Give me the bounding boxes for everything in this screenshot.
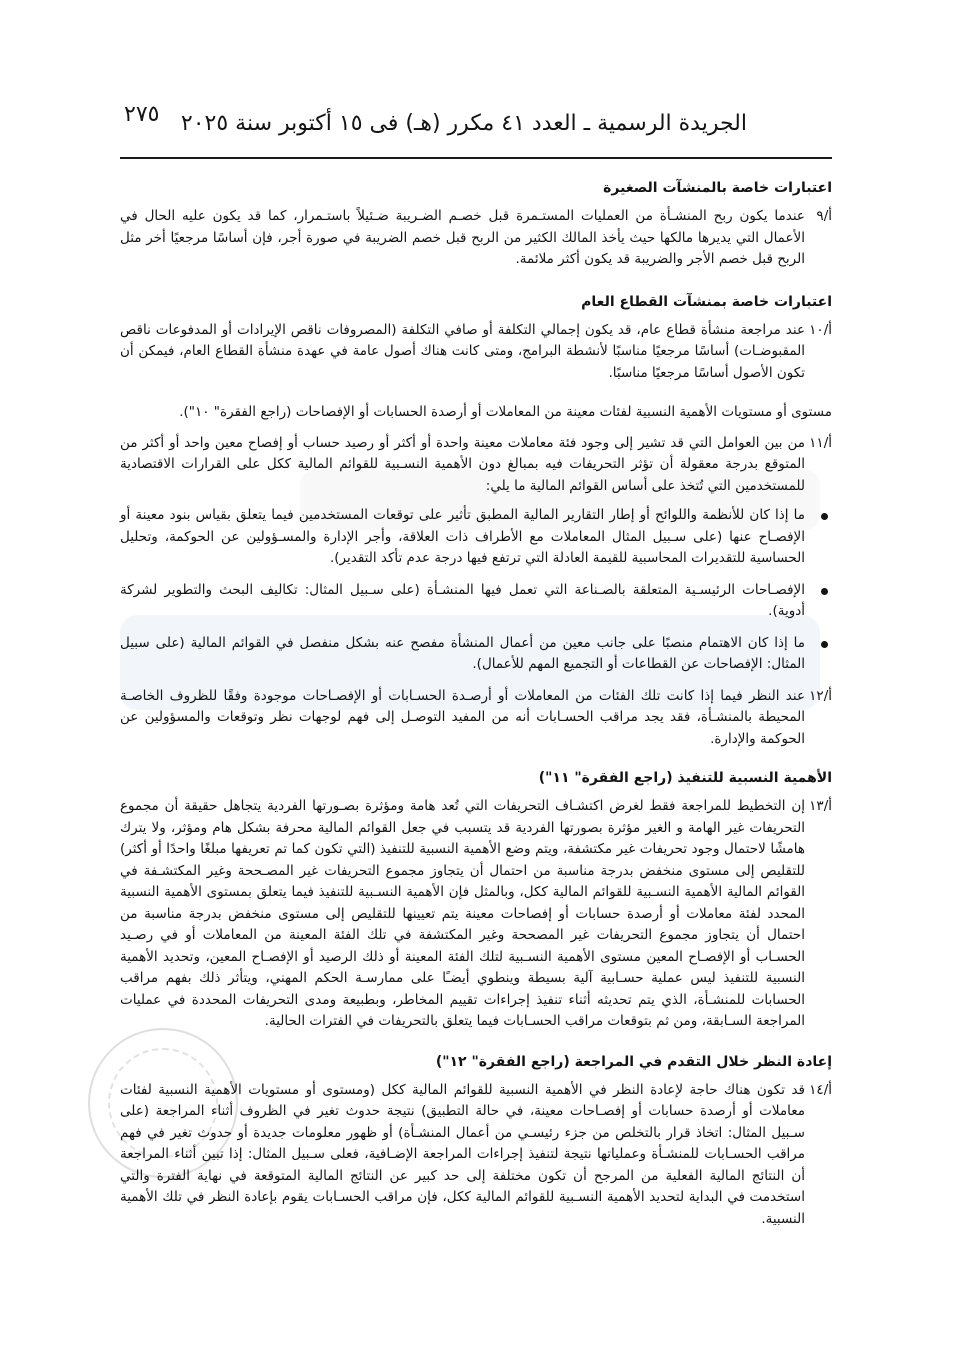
paragraph-number: أ/٩ <box>816 208 832 224</box>
paragraph-number: أ/١١ <box>809 434 832 451</box>
section-heading-revision: إعادة النظر خلال التقدم في المراجعة (راجع الفقرة" ١٢") <box>435 1053 832 1070</box>
section-heading-small-entities: اعتبارات خاصة بالمنشآت الصغيرة <box>603 180 832 196</box>
bullet-icon <box>805 633 832 655</box>
list-item <box>120 505 832 570</box>
list-item <box>120 633 832 676</box>
paragraph-a9 <box>120 206 832 271</box>
subsection-intro: مستوى أو مستويات الأهمية النسبية لفئات معينة من المعاملات أو أرصدة الحسابات أو الإفصاحات (راجع الفقرة" ١٠"). <box>179 404 832 420</box>
paragraph-text: عند النظر فيما إذا كانت تلك الفئات من المعاملات أو أرصـدة الحسـابات أو الإفصـاحات موجودة وفقًا للظروف الخاصـة المحيطة بالمنشـأة، فقد يجد مراقب الحسـابات أنه من المفيد التوصـل إلى فهم لوجهات نظر وتوقعات والمسؤولين عن الحوكمة والإدارة. <box>120 687 805 747</box>
paragraph-a11 <box>120 433 832 498</box>
gazette-title: الجريدة الرسمية ـ العدد ٤١ مكرر (هـ) فى ١٥ أكتوبر سنة ٢٠٢٥ <box>180 111 747 136</box>
section-heading-performance-materiality: الأهمية النسبية للتنفيذ (راجع الفقرة" ١١") <box>538 770 832 786</box>
paragraph-number: أ/١٠ <box>809 321 832 338</box>
paragraph-text: قد تكون هناك حاجة لإعادة النظر في الأهمية النسبية للقوائم المالية ككل (ومستوى أو مستويات الأهمية النسبية لفئات معاملات أو أرصدة حسابات أو إفصـاحات معينة، في حالة التطبيق) نتيجة حدوث تغير في الظروف أثناء المراجعة (على سـبيل المثال: اتخاذ قرار بالتخلص من جزء رئيسـي من أعمال المنشـأة) أو ظهور معلومات جديدة أو حدوث تغير في فهم مراقب الحسـابات للمنشـأة وعملياتها نتيجة لتنفيذ إجراءات المراجعة الإضـافية، فعلى سـبيل المثال: إذا تبين أثناء المراجعة أن النتائج المالية الفعلية من المرجح أن تكون مختلفة إلى حد كبير عن النتائج المالية المتوقعة في نهاية الفترة والتي استخدمت في البداية لتحديد الأهمية النسـبية للقوائم المالية ككل، فإن مراقب الحسـابات يقوم بإعادة النظر في تلك الأهمية النسبية. <box>120 1081 805 1227</box>
bullet-icon <box>805 505 832 527</box>
paragraph-text: من بين العوامل التي قد تشير إلى وجود فئة معاملات معينة واحدة أو أكثر أو رصيد حساب أو إفصاح معين واحد أو أكثر من المتوقع بدرجة معقولة أن تؤثر التحريفات فيه بمبالغ دون الأهمية النسـبية للقوائم المالية ككل على القرارات الاقتصادية للمستخدمين التي تُتخذ على أساس القوائم المالية ما يلي: <box>120 434 805 494</box>
list-item-text: ما إذا كان للأنظمة واللوائح أو إطار التقارير المالية المطبق تأثير على توقعات المستخدمين فيما يتعلق بقياس بنود معينة أو الإفصـاح عنها (على سـبيل المثال المعاملات مع الأطراف ذات العلاقة، وأجر الإدارة والمسـؤولين عن الحوكمة، وتحليل الحساسية للتقديرات المحاسبية للقيمة العادلة التي ترتفع فيها درجة عدم تأكد التقدير). <box>120 507 805 566</box>
paragraph-text: عند مراجعة منشأة قطاع عام، قد يكون إجمالي التكلفة أو صافي التكلفة (المصروفات ناقص الإيرادات أو المدفوعات ناقص المقبوضـات) أساسًا مرجعيًا مناسبًا لأنشطة البرامج، ومتى كانت هناك أصول عامة في عهدة منشأة القطاع العام، فيمكن أن تكون الأصول أساسًا مرجعيًا مناسبًا. <box>120 321 805 381</box>
header-divider <box>120 157 832 159</box>
list-item-text: الإفصـاحات الرئيسـية المتعلقة بالصـناعة التي تعمل فيها المنشـأة (على سـبيل المثال: تكاليف البحث والتطوير لشركة أدوية). <box>120 581 805 619</box>
document-body <box>120 177 832 1230</box>
bullet-icon <box>805 580 832 602</box>
paragraph-a14 <box>120 1080 832 1231</box>
paragraph-a13 <box>120 796 832 1033</box>
paragraph-text: عندما يكون ربح المنشـأة من العمليات المستـمرة قبل خصـم الضـريبة ضـئيلاً باستـمرار، كما قد يكون عليه الحال في الأعمال التي يديرها مالكها حيث يأخذ المالك الكثير من الربح قبل خصم الضريبة في صورة أجر، فإن أساسًا مرجعيًا أخر مثل الربح قبل خصم الأجر والضريبة قد يكون أكثر ملائمة. <box>120 208 805 267</box>
paragraph-number: أ/١٣ <box>809 798 832 814</box>
list-item-text: ما إذا كان الاهتمام منصبًا على جانب معين من أعمال المنشأة مفصح عنه بشكل منفصل في القوائم المالية (على سبيل المثال: الإفصاحات عن القطاعات أو التجميع المهم للأعمال). <box>120 634 805 672</box>
page-number: ٢٧٥ <box>124 102 160 127</box>
paragraph-number: أ/١٢ <box>809 687 832 704</box>
list-item <box>120 580 832 623</box>
paragraph-a10 <box>120 320 832 385</box>
paragraph-a12 <box>120 686 832 751</box>
paragraph-text: إن التخطيط للمراجعة فقط لغرض اكتشـاف التحريفات التي تُعد هامة ومؤثرة بصـورتها الفردية يتجاهل حقيقة أن مجموع التحريفات غير الهامة و الغير مؤثرة بصورتها الفردية قد يتسبب في جعل القوائم المالية محرفة بشكل هام ومؤثر، ولا يترك هامشًا لاحتمال وجود تحريفات غير مكتشفة، ويتم وضع الأهمية النسبية للتنفيذ (التي تكون كما تم تعريفها مبلغًا واحدًا أو أكثر) للتقليص إلى مستوى منخفض بدرجة مناسبة من احتمال أن يتجاوز مجموع التحريفات غير المصـححة وغير المكتشـفة في القوائم المالية الأهمية النسـبية للقوائم المالية ككل، وبالمثل فإن الأهمية النسـبية للتنفيذ فيما يتعلق بمستوى الأهمية النسبية المحدد لفئة معاملات أو أرصدة حسابات أو إفصاحات معينة يتم تعيينها للتقليص إلى مستوى منخفض بدرجة مناسبة من احتمال أن يتجاوز مجموع التحريفات غير المصححة وغير المكتشفة في تلك الفئة المعينة من المعاملات أو في رصـيد الحسـاب أو الإفصـاح المعين مستوى الأهمية النسـبية لتلك الفئة المعينة أو ذلك الرصيد أو الإفصـاح المعين، وتحديد الأهمية النسبية للتنفيذ ليس عملية حسـابية آلية بسيطة وينطوي أيضـًا على ممارسـة الحكم المهني، ويتأثر ذلك بفهم مراقب الحسابات للمنشـأة، الذي يتم تحديثه أثناء تنفيذ إجراءات تقييم المخاطر، وبطبيعة ومدى التحريفات المحددة في عمليات المراجعة السـابقة، ومن ثم بتوقعات مراقب الحسـابات فيما يتعلق بالتحريفات في الفترات الحالية. <box>120 798 805 1029</box>
paragraph-number: أ/١٤ <box>809 1081 832 1098</box>
section-heading-public-sector: اعتبارات خاصة بمنشآت القطاع العام <box>581 293 832 310</box>
